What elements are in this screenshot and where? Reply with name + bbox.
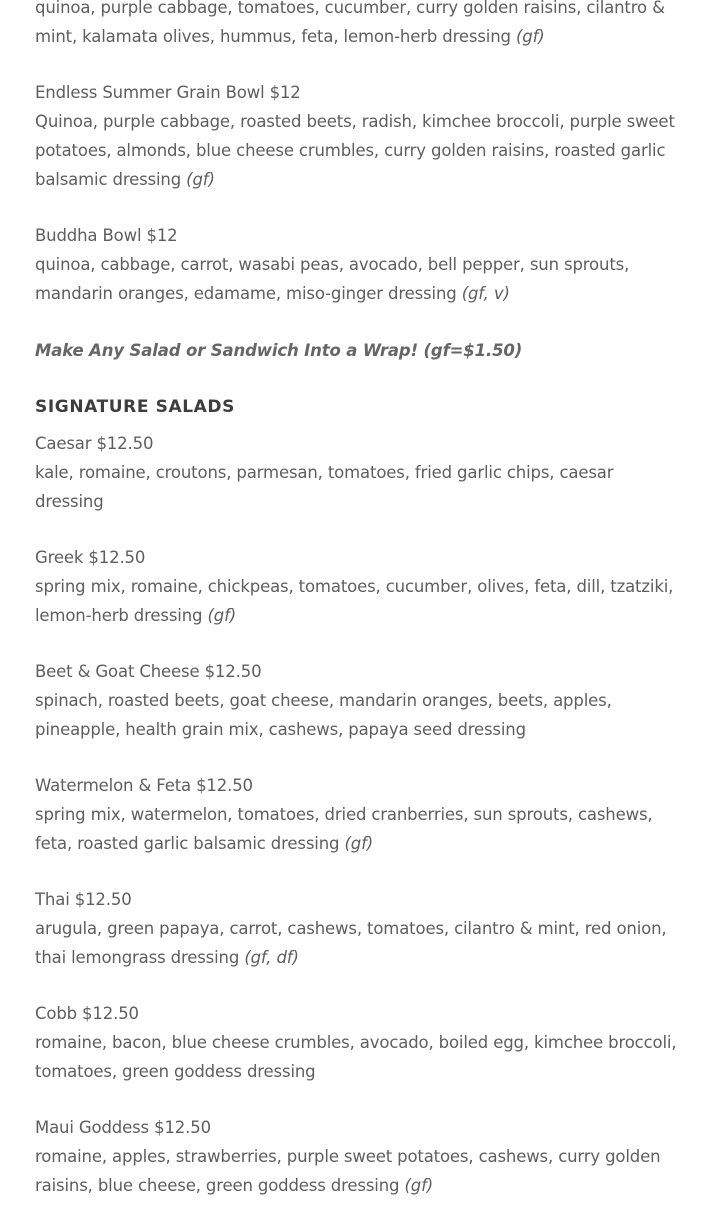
- menu-item-mediterranean-bowl: [35, 0, 680, 51]
- menu-item-greek: [35, 543, 680, 630]
- section-heading-signature-salads: SIGNATURE SALADS: [35, 397, 235, 417]
- menu-item-description: romaine, apples, strawberries, purple sweet potatoes, cashews, curry golden raisins, blue cheese, green goddess dressing (gf): [35, 1147, 661, 1195]
- menu-item-title: Buddha Bowl $12: [35, 226, 178, 245]
- dietary-tag: (gf): [344, 834, 374, 853]
- menu-item-title: Thai $12.50: [35, 890, 132, 909]
- menu-item-description: romaine, bacon, blue cheese crumbles, avocado, boiled egg, kimchee broccoli, tomatoes, green goddess dressing: [35, 1033, 677, 1081]
- menu-item-title: Greek $12.50: [35, 548, 146, 567]
- menu-item-watermelon-feta: [35, 771, 680, 858]
- menu-item-description: quinoa, cabbage, carrot, wasabi peas, avocado, bell pepper, sun sprouts, mandarin oranges, edamame, miso-ginger dressing (gf, v): [35, 255, 630, 303]
- menu-item-description: Quinoa, purple cabbage, roasted beets, radish, kimchee broccoli, purple sweet potatoes, almonds, blue cheese crumbles, curry golden raisins, roasted garlic balsamic dressing (gf): [35, 112, 675, 189]
- menu-item-thai: [35, 885, 680, 972]
- menu-page: [35, 0, 680, 1227]
- menu-item-endless-summer-grain-bowl: [35, 78, 680, 194]
- wrap-note: Make Any Salad or Sandwich Into a Wrap! (gf=$1.50): [35, 341, 523, 360]
- dietary-tag: (gf): [515, 27, 545, 46]
- menu-item-description: spring mix, watermelon, tomatoes, dried cranberries, sun sprouts, cashews, feta, roasted garlic balsamic dressing (gf): [35, 805, 653, 853]
- menu-item-buddha-bowl: [35, 221, 680, 308]
- dietary-tag: (gf, df): [244, 948, 299, 967]
- dietary-tag: (gf): [186, 170, 215, 189]
- menu-item-maui-goddess: [35, 1113, 680, 1200]
- menu-item-title: Watermelon & Feta $12.50: [35, 776, 253, 795]
- menu-item-description: kale, romaine, croutons, parmesan, tomatoes, fried garlic chips, caesar dressing: [35, 463, 614, 511]
- menu-item-title: Caesar $12.50: [35, 434, 154, 453]
- menu-item-description: spring mix, romaine, chickpeas, tomatoes, cucumber, olives, feta, dill, tzatziki, lemon-herb dressing (gf): [35, 577, 674, 625]
- menu-item-beet-goat-cheese: [35, 657, 680, 744]
- menu-item-title: Beet & Goat Cheese $12.50: [35, 662, 262, 681]
- dietary-tag: (gf, v): [461, 284, 510, 303]
- menu-item-title: Cobb $12.50: [35, 1004, 139, 1023]
- menu-item-description: spinach, roasted beets, goat cheese, mandarin oranges, beets, apples, pineapple, health grain mix, cashews, papaya seed dressing: [35, 691, 612, 739]
- menu-item-caesar: [35, 429, 680, 516]
- menu-item-description: quinoa, purple cabbage, tomatoes, cucumber, curry golden raisins, cilantro & mint, kalamata olives, hummus, feta, lemon-herb dressing (gf): [35, 0, 665, 46]
- menu-item-title: Maui Goddess $12.50: [35, 1118, 211, 1137]
- dietary-tag: (gf): [404, 1176, 434, 1195]
- menu-item-cobb: [35, 999, 680, 1086]
- menu-item-title: Endless Summer Grain Bowl $12: [35, 83, 301, 102]
- menu-item-description: arugula, green papaya, carrot, cashews, tomatoes, cilantro & mint, red onion, thai lemongrass dressing (gf, df): [35, 919, 667, 967]
- dietary-tag: (gf): [207, 606, 237, 625]
